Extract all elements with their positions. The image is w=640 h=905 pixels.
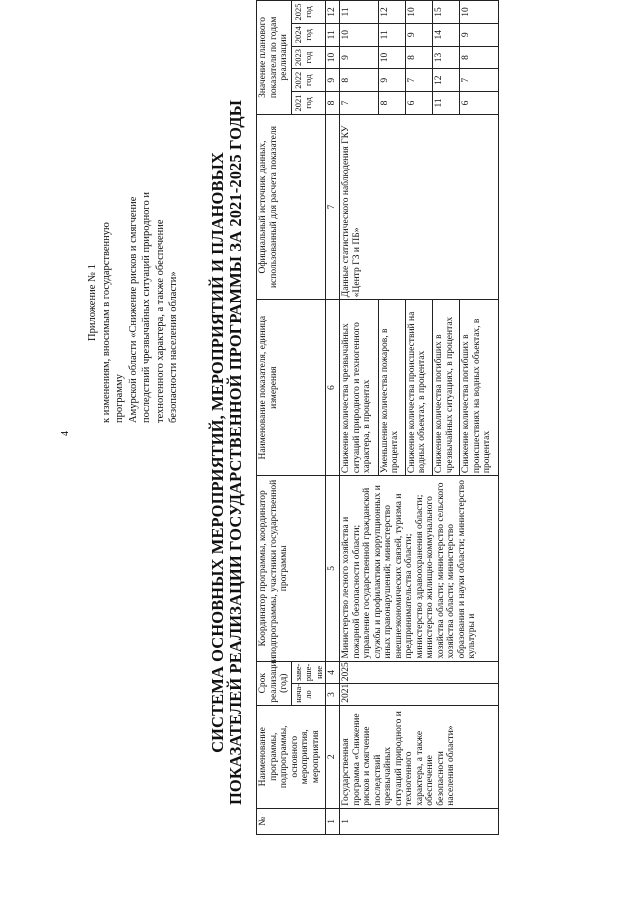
indicator-value: 9 [378,69,405,92]
indicator-value: 11 [378,23,405,46]
indicator-value: 15 [433,1,460,24]
header-year: 2024 год [291,23,326,46]
header-source: Официальный источник данных, использованный для расчета показателя [257,114,326,299]
document-title-line-2: ПОКАЗАТЕЛЕЙ РЕАЛИЗАЦИИ ГОСУДАРСТВЕННОЙ ПРОГРАММЫ ЗА 2021-2025 ГОДЫ [226,99,245,806]
indicator-value: 10 [405,1,432,24]
appendix-line: техногенного характера, а также обеспечение [154,219,166,423]
indicator-value: 10 [378,46,405,69]
indicator-value: 14 [433,23,460,46]
column-number: 9 [326,69,340,92]
appendix-block [86,183,181,423]
indicator-value: 6 [405,92,432,115]
indicator-value: 7 [460,69,499,92]
table-row [340,1,379,835]
indicator-name: Снижение количества погибших в происшествиях на водных объектах, в процентах [460,300,499,476]
period-end: 2025 [340,661,499,684]
indicator-value: 8 [340,69,379,92]
page-number: 4 [60,431,71,436]
header-year: 2022 год [291,69,326,92]
indicator-name: Снижение количества происшествий на водных объектах, в процентах [405,300,432,476]
row-number: 1 [340,808,499,834]
indicator-value: 10 [460,1,499,24]
period-start: 2021 [340,684,499,706]
indicator-value: 13 [433,46,460,69]
indicator-value: 8 [460,46,499,69]
column-number: 3 [326,684,340,706]
indicator-name: Уменьшение количества пожаров, в процентах [378,300,405,476]
column-number: 10 [326,46,340,69]
header-values: Значение планового показателя по годам реализации [257,1,292,115]
appendix-line: к изменениям, вносимым в государственную программу [100,222,125,423]
header-coordinator: Координатор программы, координатор подпрограммы, участники государственной программы [257,476,326,661]
header-year: 2021 год [291,92,326,115]
column-number: 1 [326,808,340,834]
indicator-value: 8 [378,92,405,115]
header-indicator: Наименование показателя, единица измерения [257,300,326,476]
appendix-heading: Приложение № 1 [87,264,98,341]
column-number: 4 [326,661,340,684]
column-number: 8 [326,92,340,115]
coordinator-text: Министерство лесного хозяйства и пожарной безопасности области; управление государственной гражданской службы и профилактики коррупционных и иных правонарушений; министерство внешнеэкономических связей, туризма и предпринимательства области; министерство здравоохранения области; министерство жилищно-коммунального хозяйства области; министерство сельского хозяйства области; министерство образования и науки области; министерство культуры и [341,480,477,659]
indicator-value: 9 [460,23,499,46]
column-number: 6 [326,300,340,476]
indicator-value: 9 [405,23,432,46]
indicator-value: 11 [433,92,460,115]
indicator-value: 11 [340,1,379,24]
indicator-value: 12 [378,1,405,24]
indicator-value: 9 [340,46,379,69]
indicator-value: 6 [460,92,499,115]
appendix-line: Амурской области «Снижение рисков и смягчение [127,196,139,423]
indicators-table [256,0,499,835]
program-name: Государственная программа «Снижение рисков и смягчение последствий чрезвычайных ситуаций природного и техногенного характера, а также обеспечение безопасности населения области» [340,705,499,808]
column-number: 12 [326,1,340,24]
header-period-start: нача- ло [291,684,326,706]
header-name: Наименование программы, подпрограммы, основного мероприятия, мероприятия [257,705,326,808]
header-period-end: заве- рше- ние [291,661,326,684]
data-source: Данные статистического наблюдения ГКУ «Центр ГЗ и ПБ» [340,114,499,299]
header-year: 2025 год [291,1,326,24]
header-period: Срок реализации (год) [257,661,292,705]
coordinator-cell [340,476,499,661]
appendix-line: последствий чрезвычайных ситуаций природного и [141,192,152,423]
column-number: 5 [326,476,340,661]
column-number: 2 [326,705,340,808]
document-title-line-1: СИСТЕМА ОСНОВНЫХ МЕРОПРИЯТИЙ, МЕРОПРИЯТИЙ И ПЛАНОВЫХ [208,152,227,753]
indicator-name: Снижение количества чрезвычайных ситуаций природного и техногенного характера, в процентах [340,300,379,476]
column-number: 11 [326,23,340,46]
indicator-value: 8 [405,46,432,69]
column-number: 7 [326,114,340,299]
appendix-line: безопасности населения области» [168,271,179,423]
indicator-value: 7 [405,69,432,92]
header-year: 2023 год [291,46,326,69]
indicator-value: 12 [433,69,460,92]
indicator-name: Снижение количества погибших в чрезвычайных ситуациях, в процентах [433,300,460,476]
indicator-value: 10 [340,23,379,46]
header-num: № [257,808,326,834]
indicator-value: 7 [340,92,379,115]
